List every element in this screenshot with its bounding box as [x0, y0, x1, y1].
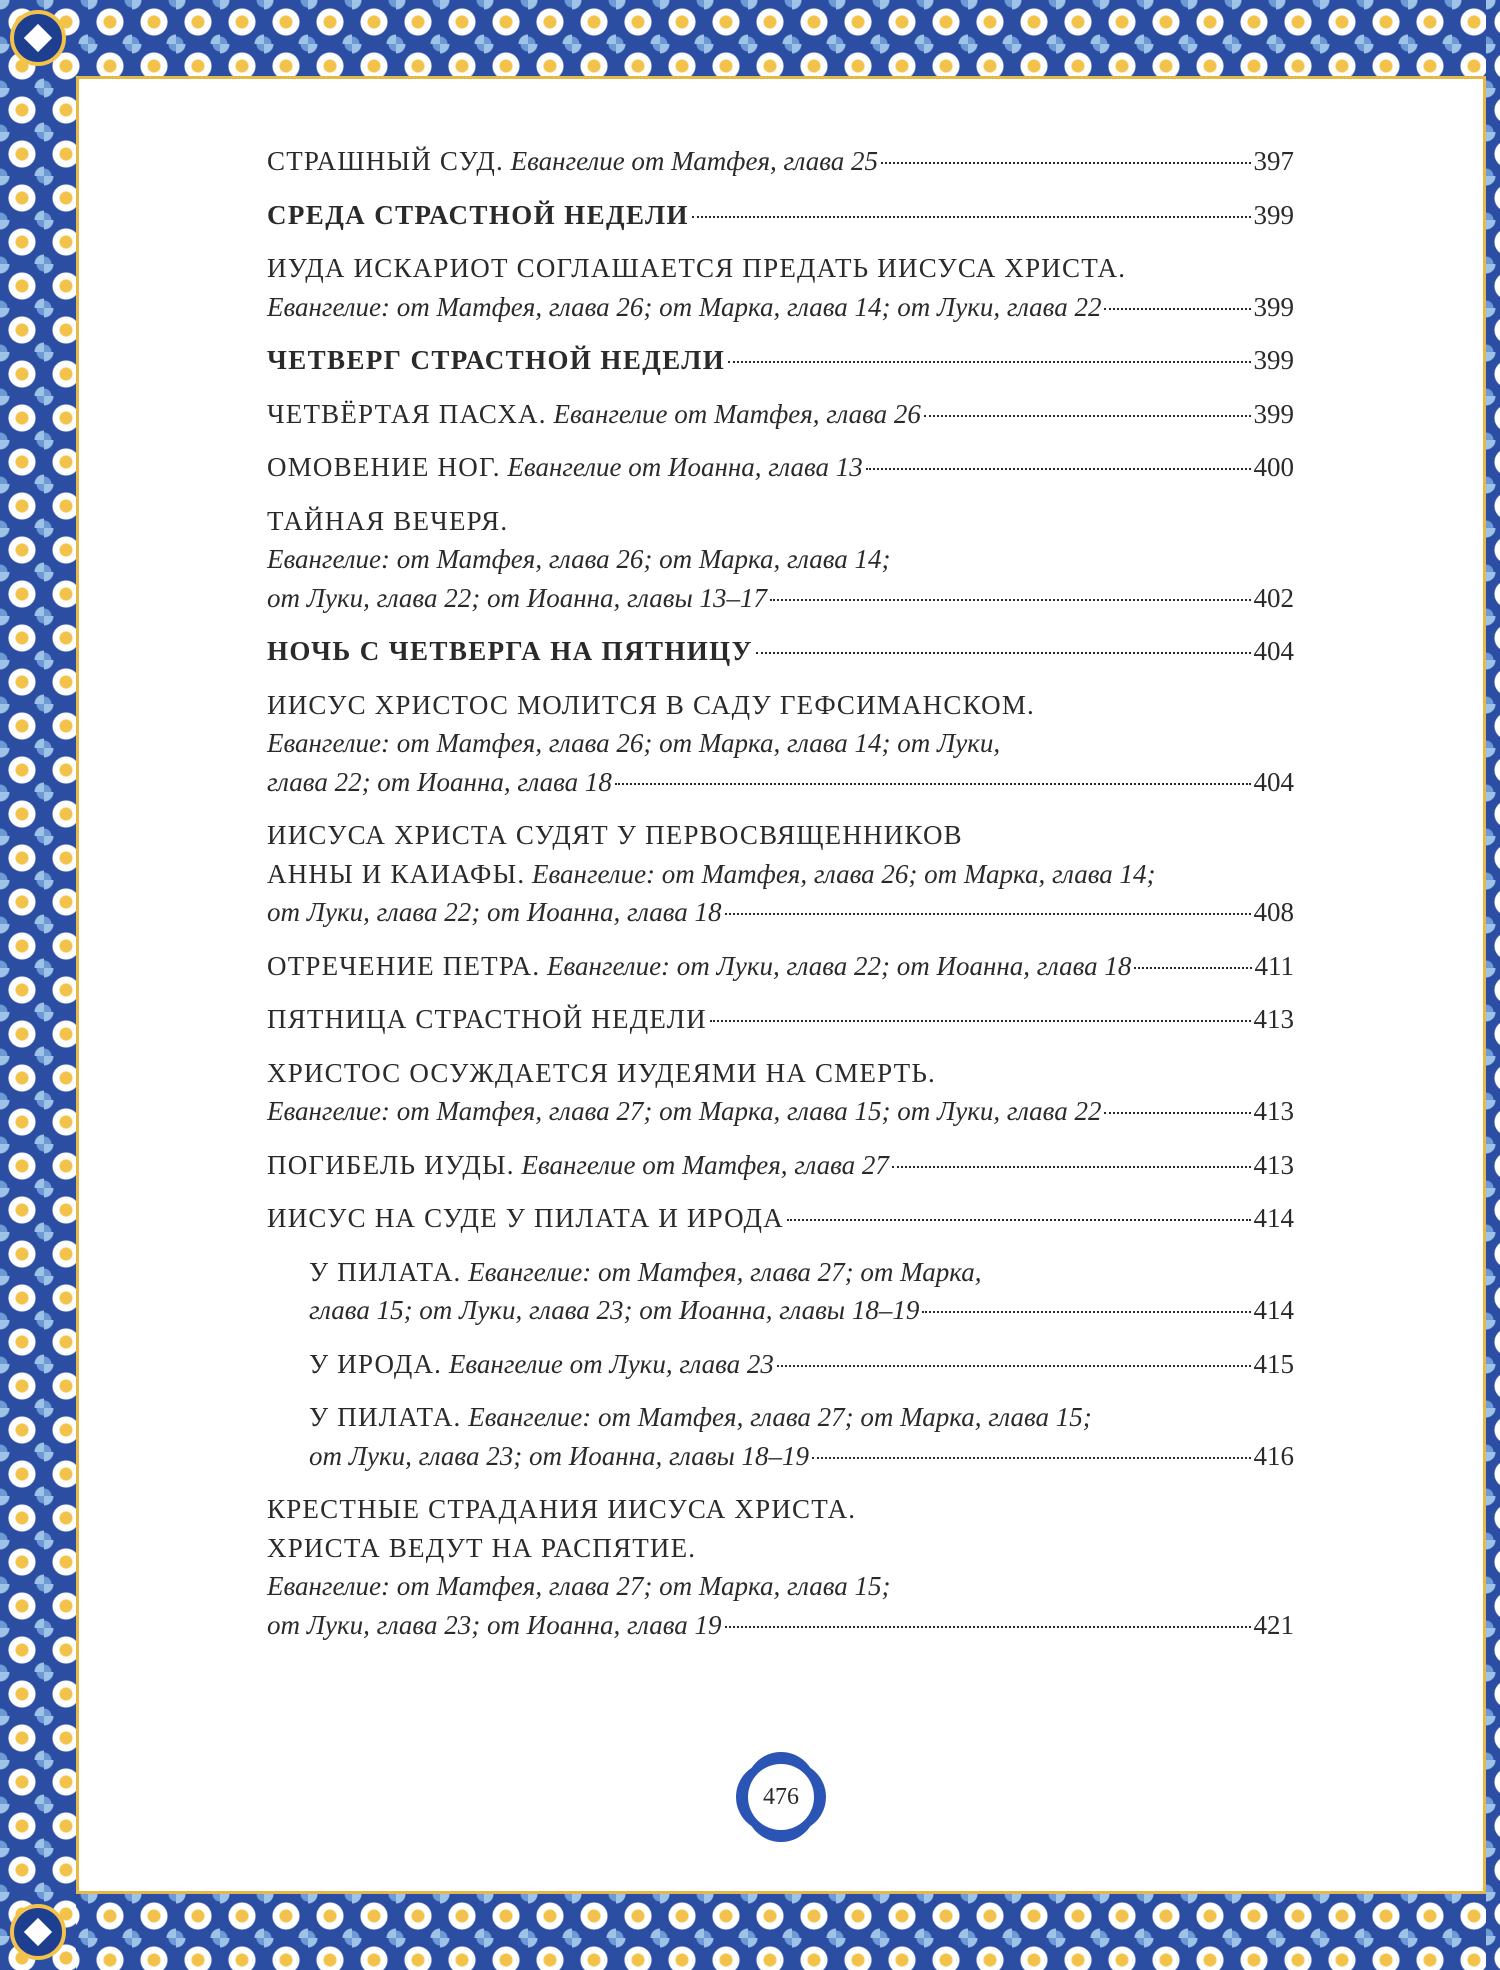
dot-leader: [892, 1166, 1251, 1168]
dot-leader: [725, 913, 1251, 915]
toc-entry: [267, 502, 1294, 618]
toc-entry: [267, 142, 1294, 181]
page-number: 413: [1253, 1149, 1294, 1180]
toc-entry: [267, 395, 1294, 434]
dot-leader: [692, 216, 1251, 218]
ornamental-border-top: [0, 0, 1500, 76]
folio-number: 476: [763, 1783, 799, 1810]
section-title: ИИСУС НА СУДЕ У ПИЛАТА И ИРОДА: [267, 1203, 784, 1233]
corner-ornament-icon: [10, 1904, 66, 1960]
entry-reference: глава 22; от Иоанна, глава 18: [267, 766, 612, 797]
entry-title: СТРАШНЫЙ СУД.: [267, 146, 504, 176]
entry-reference: Евангелие: от Матфея, глава 26; от Марка, глава 14;: [267, 544, 891, 574]
page-number: 402: [1253, 582, 1294, 613]
dot-leader: [1104, 308, 1250, 310]
entry-reference: Евангелие: от Матфея, глава 27; от Марка, глава 15;: [267, 1571, 891, 1601]
entry-reference: от Луки, глава 23; от Иоанна, главы 18–19: [309, 1440, 810, 1471]
toc-entry: [267, 816, 1294, 932]
entry-title: У ПИЛАТА.: [309, 1256, 462, 1287]
toc-entry: [267, 686, 1294, 802]
page-number: 399: [1253, 291, 1294, 322]
entry-title: ИИСУС ХРИСТОС МОЛИТСЯ В САДУ ГЕФСИМАНСКОМ.: [267, 689, 1035, 720]
section-title: ЧЕТВЕРГ СТРАСТНОЙ НЕДЕЛИ: [267, 345, 726, 375]
toc-subentry: [267, 1398, 1294, 1475]
entry-reference: Евангелие: от Матфея, глава 27; от Марка,: [468, 1256, 982, 1287]
page-number: 421: [1253, 1609, 1294, 1640]
page-number: 404: [1253, 636, 1294, 666]
dot-leader: [615, 783, 1251, 785]
page-number: 416: [1253, 1440, 1294, 1471]
entry-title: ИУДА ИСКАРИОТ СОГЛАШАЕТСЯ ПРЕДАТЬ ИИСУСА ХРИСТА.: [267, 253, 1127, 283]
section-title: НОЧЬ С ЧЕТВЕРГА НА ПЯТНИЦУ: [267, 636, 753, 666]
toc-entry: [267, 249, 1294, 326]
dot-leader: [812, 1457, 1250, 1459]
dot-leader: [881, 162, 1250, 164]
toc-entry: [267, 632, 1294, 671]
ornamental-border-left: [0, 0, 76, 1970]
toc-subentry: [267, 1253, 1294, 1330]
toc-entry: [267, 341, 1294, 380]
entry-title: ПОГИБЕЛЬ ИУДЫ.: [267, 1149, 515, 1180]
table-of-contents: [267, 142, 1294, 1659]
entry-reference: Евангелие: от Матфея, глава 27; от Марка, глава 15; от Луки, глава 22: [267, 1096, 1102, 1126]
section-title: ПЯТНИЦА СТРАСТНОЙ НЕДЕЛИ: [267, 1004, 707, 1034]
page-number: 414: [1253, 1203, 1294, 1233]
entry-reference: Евангелие: от Матфея, глава 26; от Марка, глава 14; от Луки, глава 22: [267, 291, 1102, 322]
entry-reference: от Луки, глава 22; от Иоанна, главы 13–17: [267, 582, 768, 613]
page-number: 399: [1253, 398, 1294, 429]
entry-reference: от Луки, глава 22; от Иоанна, глава 18: [267, 897, 722, 927]
toc-subentry: [267, 1345, 1294, 1384]
entry-reference: от Луки, глава 23; от Иоанна, глава 19: [267, 1609, 722, 1640]
toc-entry: [267, 1490, 1294, 1644]
entry-subtitle: ХРИСТА ВЕДУТ НА РАСПЯТИЕ.: [267, 1532, 697, 1563]
toc-entry: [267, 448, 1294, 487]
entry-reference: Евангелие: от Матфея, глава 27; от Марка, глава 15;: [468, 1402, 1092, 1432]
toc-entry: [267, 1000, 1294, 1039]
toc-entry: [267, 1054, 1294, 1131]
entry-title: У ПИЛАТА.: [309, 1402, 462, 1432]
dot-leader: [710, 1020, 1251, 1022]
toc-entry: [267, 1146, 1294, 1185]
page-number-badge: [748, 1764, 814, 1830]
ornamental-border-right: [1486, 0, 1500, 1970]
entry-title: КРЕСТНЫЕ СТРАДАНИЯ ИИСУСА ХРИСТА.: [267, 1494, 857, 1524]
entry-reference: Евангелие от Луки, глава 23: [448, 1348, 774, 1379]
entry-reference: Евангелие от Матфея, глава 27: [521, 1149, 889, 1180]
page-number: 413: [1253, 1004, 1294, 1034]
ornamental-border-bottom: [0, 1894, 1500, 1970]
dot-leader: [924, 415, 1251, 417]
corner-ornament-icon: [10, 10, 66, 66]
dot-leader: [777, 1365, 1251, 1367]
page-number: 411: [1254, 950, 1294, 981]
entry-title: ЧЕТВЁРТАЯ ПАСХА.: [267, 398, 547, 429]
toc-entry: [267, 947, 1294, 986]
dot-leader: [728, 361, 1250, 363]
page-number: 413: [1253, 1096, 1294, 1126]
page-number: 415: [1253, 1348, 1294, 1379]
entry-reference: Евангелие: от Матфея, глава 26; от Марка, глава 14;: [532, 858, 1156, 889]
entry-title: ИИСУСА ХРИСТА СУДЯТ У ПЕРВОСВЯЩЕННИКОВ: [267, 820, 963, 850]
dot-leader: [922, 1311, 1250, 1313]
entry-title: АННЫ И КАИАФЫ.: [267, 858, 526, 889]
page-number: 404: [1253, 766, 1294, 797]
entry-reference: Евангелие от Матфея, глава 25: [510, 146, 879, 176]
toc-entry: [267, 1199, 1294, 1238]
dot-leader: [770, 599, 1250, 601]
entry-reference: Евангелие: от Матфея, глава 26; от Марка, глава 14; от Луки,: [267, 728, 1001, 758]
entry-title: У ИРОДА.: [309, 1348, 443, 1379]
entry-reference: Евангелие: от Луки, глава 22; от Иоанна, глава 18: [547, 950, 1132, 981]
entry-reference: Евангелие от Матфея, глава 26: [553, 398, 921, 429]
dot-leader: [866, 468, 1251, 470]
entry-reference: глава 15; от Луки, глава 23; от Иоанна, главы 18–19: [309, 1295, 920, 1325]
entry-title: ТАЙНАЯ ВЕЧЕРЯ.: [267, 505, 509, 536]
entry-title: ХРИСТОС ОСУЖДАЕТСЯ ИУДЕЯМИ НА СМЕРТЬ.: [267, 1057, 937, 1088]
dot-leader: [725, 1626, 1251, 1628]
page-number: 397: [1253, 146, 1294, 176]
dot-leader: [1134, 967, 1251, 969]
page-number: 408: [1253, 897, 1294, 927]
dot-leader: [1104, 1112, 1250, 1114]
page-number: 399: [1253, 199, 1294, 230]
toc-entry: [267, 196, 1294, 235]
dot-leader: [787, 1219, 1251, 1221]
entry-title: ОМОВЕНИЕ НОГ.: [267, 452, 501, 482]
page-number: 399: [1253, 345, 1294, 375]
section-title: СРЕДА СТРАСТНОЙ НЕДЕЛИ: [267, 199, 689, 230]
dot-leader: [756, 652, 1251, 654]
entry-title: ОТРЕЧЕНИЕ ПЕТРА.: [267, 950, 541, 981]
page-number: 414: [1253, 1295, 1294, 1325]
entry-reference: Евангелие от Иоанна, глава 13: [507, 452, 863, 482]
page-number: 400: [1253, 452, 1294, 482]
